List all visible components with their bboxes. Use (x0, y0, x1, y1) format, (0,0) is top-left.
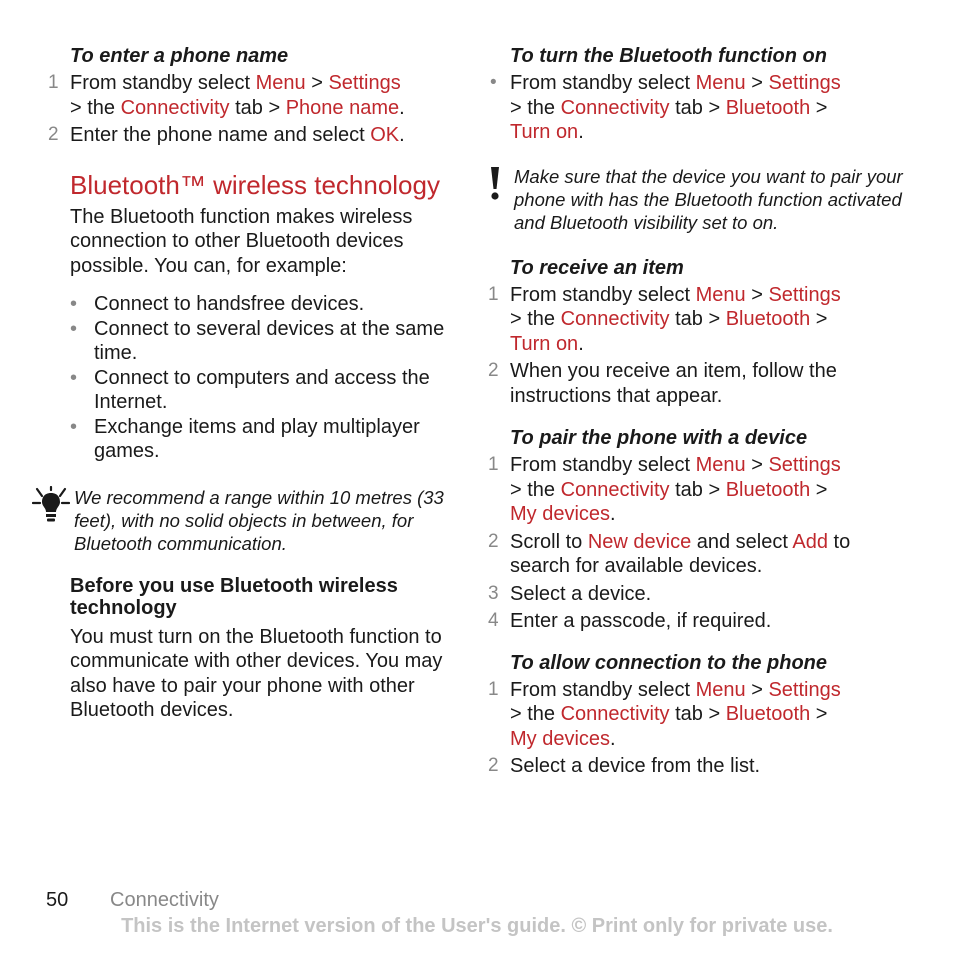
warning-note (488, 165, 908, 234)
menu-link: Menu (695, 72, 746, 94)
menu-link: Menu (695, 454, 746, 476)
step-number: 1 (488, 454, 499, 475)
turn-on-task (488, 44, 908, 145)
settings-link: Settings (328, 72, 401, 94)
step-number: 2 (488, 360, 499, 381)
task-title: To turn the Bluetooth function on (510, 45, 827, 67)
sub-heading: Before you use Bluetooth wireless technology (70, 574, 398, 619)
turn-on-link: Turn on (510, 121, 579, 143)
step-2: 2 Enter the phone name and select OK. (48, 124, 405, 146)
connectivity-link: Connectivity (560, 478, 670, 501)
step-number: 3 (488, 582, 499, 604)
step-number: 1 (488, 283, 499, 305)
task-title: To receive an item (510, 256, 684, 279)
exclamation-icon (476, 165, 514, 205)
list-item: • Connect to computers and access the Internet. (70, 366, 430, 413)
step-list (488, 453, 908, 634)
task-title: To enter a phone name (70, 45, 289, 67)
connectivity-link: Connectivity (560, 703, 670, 725)
phone-name-link: Phone name (285, 96, 400, 119)
footer-notice: This is the Internet version of the User's guide. © Print only for private use. (121, 915, 833, 937)
allow-task (488, 651, 908, 779)
feature-list (70, 292, 448, 464)
pair-task (488, 426, 908, 634)
step-number: 1 (488, 678, 499, 700)
task-title: To allow connection to the phone (510, 651, 828, 674)
bluetooth-link: Bluetooth (725, 478, 811, 501)
left-column (48, 44, 448, 723)
step-list (48, 71, 448, 148)
step-number: 4 (488, 610, 499, 631)
intro-paragraph: The Bluetooth function makes wireless connection to other Bluetooth devices possible. You can, for example: (70, 205, 413, 277)
bullet-step: • From standby select Menu > Settings > the Connectivity tab > Bluetooth > Turn on. (490, 72, 841, 143)
phone-name-task (48, 44, 448, 148)
list-item: • Exchange items and play multiplayer games. (70, 415, 420, 462)
step-4: 4 Enter a passcode, if required. (488, 610, 772, 632)
bluetooth-link: Bluetooth (725, 703, 811, 725)
tip-text: We recommend a range within 10 metres (33 feet), with no solid objects in between, for Bluetooth communication. (74, 486, 444, 554)
menu-link: Menu (255, 72, 306, 94)
warning-text: Make sure that the device you want to pair your phone with has the Bluetooth function activated and Bluetooth visibility set to on. (514, 165, 903, 233)
lightbulb-icon (32, 486, 70, 526)
step-2: 2 When you receive an item, follow the instructions that appear. (488, 360, 837, 407)
settings-link: Settings (768, 283, 841, 306)
step-1: 1 From standby select Menu > Settings > the Connectivity tab > Bluetooth > Turn on. (488, 283, 841, 355)
step-1: 1 From standby select Menu > Settings > the Connectivity tab > Bluetooth > My devices. (488, 678, 841, 750)
add-link: Add (792, 530, 828, 553)
settings-link: Settings (768, 454, 841, 476)
step-number: 2 (48, 124, 59, 145)
list-item: • Connect to several devices at the same time. (70, 317, 445, 364)
task-title: To pair the phone with a device (510, 427, 808, 449)
ok-link: OK (370, 124, 400, 146)
my-devices-link: My devices (510, 727, 611, 750)
connectivity-link: Connectivity (120, 96, 230, 119)
step-2: 2 Select a device from the list. (488, 755, 761, 777)
page-number: 50 (46, 889, 69, 911)
step-number: 2 (488, 530, 499, 552)
my-devices-link: My devices (510, 503, 611, 525)
bluetooth-link: Bluetooth (725, 96, 811, 119)
connectivity-link: Connectivity (560, 308, 670, 330)
step-number: 1 (48, 72, 59, 93)
step-3: 3 Select a device. (488, 582, 652, 605)
settings-link: Settings (768, 678, 841, 701)
tip-note (48, 486, 448, 555)
footer-section: Connectivity (110, 889, 219, 911)
step-2: 2 Scroll to New device and select Add to search for available devices. (488, 530, 851, 577)
new-device-link: New device (587, 530, 692, 553)
step-list (488, 283, 908, 409)
list-item: • Connect to handsfree devices. (70, 293, 365, 315)
step-number: 2 (488, 755, 499, 776)
menu-link: Menu (695, 678, 746, 701)
step-list (488, 678, 908, 779)
right-column (488, 44, 908, 782)
turn-on-link: Turn on (510, 332, 579, 355)
before-paragraph: You must turn on the Bluetooth function to communicate with other devices. You may also have to pair your phone with other Bluetooth devices. (70, 625, 443, 721)
step-1: 1 From standby select Menu > Settings > the Connectivity tab > Bluetooth > My devices. (488, 454, 841, 525)
receive-task (488, 256, 908, 409)
section-heading: Bluetooth™ wireless technology (70, 169, 440, 200)
menu-link: Menu (695, 283, 746, 306)
connectivity-link: Connectivity (560, 96, 670, 119)
bluetooth-link: Bluetooth (725, 308, 811, 330)
settings-link: Settings (768, 72, 841, 94)
step-1: 1 From standby select Menu > Settings > the Connectivity tab > Phone name. (48, 72, 405, 119)
